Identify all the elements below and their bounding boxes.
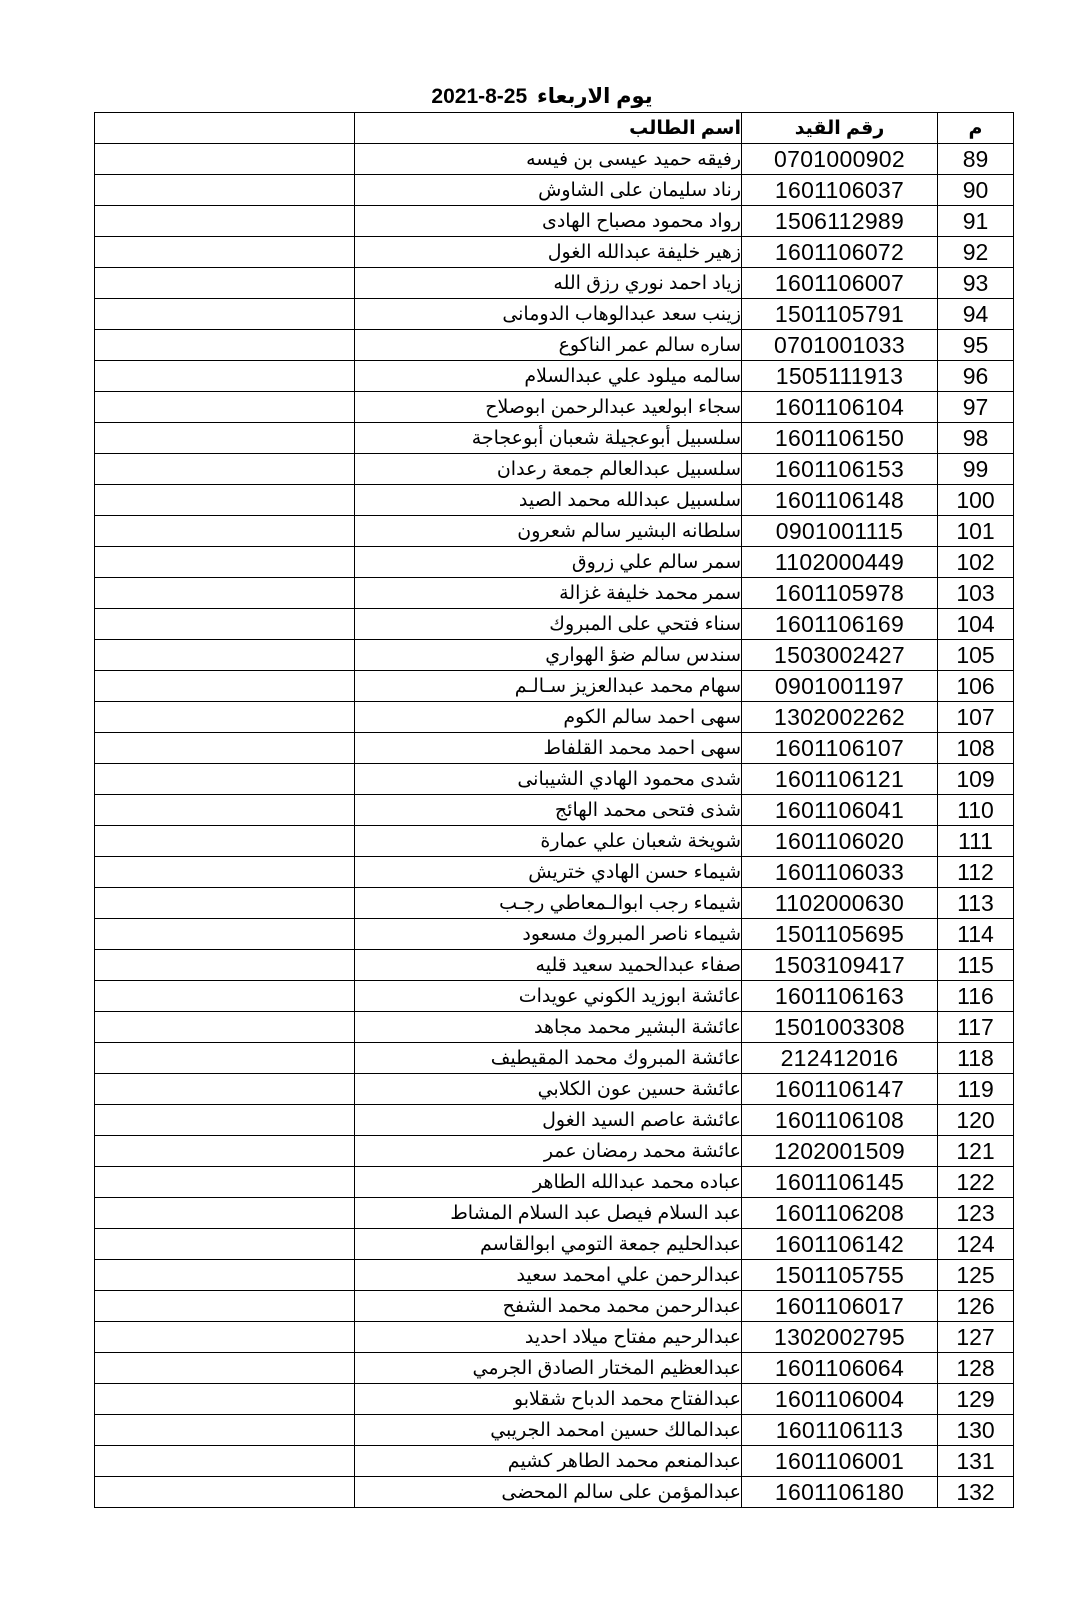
blank-cell (95, 1043, 355, 1074)
blank-cell (95, 1260, 355, 1291)
blank-cell (95, 392, 355, 423)
blank-cell (95, 1167, 355, 1198)
blank-cell (95, 299, 355, 330)
blank-cell (95, 1477, 355, 1508)
table-row (95, 609, 1014, 640)
table-row (95, 1384, 1014, 1415)
blank-cell (95, 423, 355, 454)
blank-cell (95, 175, 355, 206)
student-name-cell: سندس سالم ضؤ الهواري (355, 640, 742, 671)
row-number-cell: 121 (938, 1136, 1014, 1167)
student-name-cell: ساره سالم عمر الناكوع (355, 330, 742, 361)
registration-number-cell: 1601106033 (742, 857, 938, 888)
table-row (95, 764, 1014, 795)
table-row (95, 1322, 1014, 1353)
registration-number-cell: 1601106180 (742, 1477, 938, 1508)
row-number-cell: 132 (938, 1477, 1014, 1508)
table-row (95, 857, 1014, 888)
row-number-cell: 94 (938, 299, 1014, 330)
registration-number-cell: 0701000902 (742, 144, 938, 175)
row-number-cell: 98 (938, 423, 1014, 454)
registration-number-cell: 1601106072 (742, 237, 938, 268)
row-number-cell: 115 (938, 950, 1014, 981)
registration-number-cell: 1601106148 (742, 485, 938, 516)
blank-cell (95, 144, 355, 175)
table-row (95, 1446, 1014, 1477)
registration-number-cell: 0701001033 (742, 330, 938, 361)
student-name-cell: عبدالحليم جمعة التومي ابوالقاسم (355, 1229, 742, 1260)
header-student-name: اسم الطالب (355, 113, 742, 144)
student-name-cell: سلسبيل عبدالعالم جمعة رعدان (355, 454, 742, 485)
registration-number-cell: 1503109417 (742, 950, 938, 981)
row-number-cell: 99 (938, 454, 1014, 485)
student-name-cell: عبدالرحيم مفتاح ميلاد احديد (355, 1322, 742, 1353)
row-number-cell: 96 (938, 361, 1014, 392)
row-number-cell: 89 (938, 144, 1014, 175)
row-number-cell: 120 (938, 1105, 1014, 1136)
table-row (95, 547, 1014, 578)
table-row (95, 733, 1014, 764)
table-row (95, 888, 1014, 919)
registration-number-cell: 1102000449 (742, 547, 938, 578)
table-row (95, 237, 1014, 268)
blank-cell (95, 454, 355, 485)
student-name-cell: عائشة حسين عون الكلابي (355, 1074, 742, 1105)
blank-cell (95, 609, 355, 640)
header-blank (95, 113, 355, 144)
table-row (95, 950, 1014, 981)
row-number-cell: 122 (938, 1167, 1014, 1198)
registration-number-cell: 1601105978 (742, 578, 938, 609)
table-row (95, 919, 1014, 950)
student-name-cell: شيماء رجب ابوالـمعاطي رجـب (355, 888, 742, 919)
row-number-cell: 131 (938, 1446, 1014, 1477)
student-name-cell: عبدالمؤمن على سالم المحضى (355, 1477, 742, 1508)
student-name-cell: عبدالرحمن محمد محمد الشفح (355, 1291, 742, 1322)
student-name-cell: سالمه ميلود علي عبدالسلام (355, 361, 742, 392)
registration-number-cell: 1302002262 (742, 702, 938, 733)
table-row (95, 392, 1014, 423)
table-row (95, 1167, 1014, 1198)
blank-cell (95, 733, 355, 764)
blank-cell (95, 1136, 355, 1167)
registration-number-cell: 1601106145 (742, 1167, 938, 1198)
row-number-cell: 118 (938, 1043, 1014, 1074)
page-title (0, 84, 1084, 110)
blank-cell (95, 857, 355, 888)
blank-cell (95, 888, 355, 919)
row-number-cell: 101 (938, 516, 1014, 547)
student-name-cell: سهى احمد محمد القلفاط (355, 733, 742, 764)
registration-number-cell: 1501003308 (742, 1012, 938, 1043)
student-name-cell: سهى احمد سالم الكوم (355, 702, 742, 733)
blank-cell (95, 1105, 355, 1136)
student-name-cell: عبد السلام فيصل عبد السلام المشاط (355, 1198, 742, 1229)
blank-cell (95, 1074, 355, 1105)
registration-number-cell: 1601106041 (742, 795, 938, 826)
registration-number-cell: 0901001115 (742, 516, 938, 547)
student-roster-table (94, 112, 1014, 1508)
blank-cell (95, 485, 355, 516)
registration-number-cell: 1601106153 (742, 454, 938, 485)
blank-cell (95, 1291, 355, 1322)
row-number-cell: 107 (938, 702, 1014, 733)
table-row (95, 671, 1014, 702)
table-row (95, 1353, 1014, 1384)
row-number-cell: 104 (938, 609, 1014, 640)
blank-cell (95, 1384, 355, 1415)
registration-number-cell: 1503002427 (742, 640, 938, 671)
table-row (95, 1477, 1014, 1508)
registration-number-cell: 1601106004 (742, 1384, 938, 1415)
blank-cell (95, 547, 355, 578)
row-number-cell: 109 (938, 764, 1014, 795)
row-number-cell: 114 (938, 919, 1014, 950)
student-name-cell: سمر محمد خليفة غزالة (355, 578, 742, 609)
table-body (95, 144, 1014, 1508)
registration-number-cell: 1601106007 (742, 268, 938, 299)
registration-number-cell: 1601106104 (742, 392, 938, 423)
blank-cell (95, 826, 355, 857)
registration-number-cell: 1302002795 (742, 1322, 938, 1353)
table-row (95, 454, 1014, 485)
table-row (95, 702, 1014, 733)
table-row (95, 1043, 1014, 1074)
registration-number-cell: 1601106150 (742, 423, 938, 454)
table-row (95, 299, 1014, 330)
student-name-cell: شويخة شعبان علي عمارة (355, 826, 742, 857)
header-row-number: م (938, 113, 1014, 144)
registration-number-cell: 1601106108 (742, 1105, 938, 1136)
row-number-cell: 93 (938, 268, 1014, 299)
student-name-cell: سناء فتحي على المبروك (355, 609, 742, 640)
blank-cell (95, 206, 355, 237)
student-name-cell: رواد محمود مصباح الهادى (355, 206, 742, 237)
header-registration-number: رقم القيد (742, 113, 938, 144)
blank-cell (95, 237, 355, 268)
student-name-cell: شيماء حسن الهادي ختريش (355, 857, 742, 888)
student-name-cell: عباده محمد عبدالله الطاهر (355, 1167, 742, 1198)
registration-number-cell: 1601106147 (742, 1074, 938, 1105)
blank-cell (95, 1415, 355, 1446)
table-row (95, 206, 1014, 237)
table-row (95, 423, 1014, 454)
table-row (95, 826, 1014, 857)
student-name-cell: سجاء ابولعيد عبدالرحمن ابوصلاح (355, 392, 742, 423)
table-row (95, 578, 1014, 609)
student-name-cell: زهير خليفة عبدالله الغول (355, 237, 742, 268)
title-date: 2021-8-25 (431, 85, 528, 108)
registration-number-cell: 1601106208 (742, 1198, 938, 1229)
registration-number-cell: 1601106064 (742, 1353, 938, 1384)
row-number-cell: 95 (938, 330, 1014, 361)
row-number-cell: 125 (938, 1260, 1014, 1291)
student-name-cell: رفيقه حميد عيسى بن فيسه (355, 144, 742, 175)
row-number-cell: 100 (938, 485, 1014, 516)
student-name-cell: صفاء عبدالحميد سعيد قليه (355, 950, 742, 981)
student-name-cell: سلسبيل أبوعجيلة شعبان أبوعجاجة (355, 423, 742, 454)
student-name-cell: زينب سعد عبدالوهاب الدومانى (355, 299, 742, 330)
blank-cell (95, 578, 355, 609)
row-number-cell: 124 (938, 1229, 1014, 1260)
registration-number-cell: 1501105755 (742, 1260, 938, 1291)
registration-number-cell: 212412016 (742, 1043, 938, 1074)
student-name-cell: عائشة المبروك محمد المقيطيف (355, 1043, 742, 1074)
blank-cell (95, 268, 355, 299)
table-row (95, 1415, 1014, 1446)
registration-number-cell: 1601106142 (742, 1229, 938, 1260)
row-number-cell: 91 (938, 206, 1014, 237)
table-row (95, 485, 1014, 516)
row-number-cell: 112 (938, 857, 1014, 888)
student-name-cell: عائشة البشير محمد مجاهد (355, 1012, 742, 1043)
blank-cell (95, 330, 355, 361)
blank-cell (95, 1322, 355, 1353)
row-number-cell: 116 (938, 981, 1014, 1012)
row-number-cell: 106 (938, 671, 1014, 702)
registration-number-cell: 1501105695 (742, 919, 938, 950)
registration-number-cell: 1202001509 (742, 1136, 938, 1167)
student-name-cell: عبدالمالك حسين امحمد الجريبي (355, 1415, 742, 1446)
table-row (95, 1291, 1014, 1322)
registration-number-cell: 1601106017 (742, 1291, 938, 1322)
student-name-cell: سهام محمد عبدالعزيز سـالـم (355, 671, 742, 702)
blank-cell (95, 671, 355, 702)
blank-cell (95, 795, 355, 826)
student-name-cell: عائشة محمد رمضان عمر (355, 1136, 742, 1167)
student-name-cell: عبدالمنعم محمد الطاهر كشيم (355, 1446, 742, 1477)
blank-cell (95, 640, 355, 671)
registration-number-cell: 0901001197 (742, 671, 938, 702)
blank-cell (95, 1012, 355, 1043)
table-row (95, 268, 1014, 299)
blank-cell (95, 1353, 355, 1384)
table-row (95, 330, 1014, 361)
student-name-cell: عائشة عاصم السيد الغول (355, 1105, 742, 1136)
registration-number-cell: 1601106169 (742, 609, 938, 640)
table-row (95, 144, 1014, 175)
registration-number-cell: 1601106113 (742, 1415, 938, 1446)
row-number-cell: 102 (938, 547, 1014, 578)
table-row (95, 516, 1014, 547)
row-number-cell: 92 (938, 237, 1014, 268)
student-name-cell: شذى فتحى محمد الهائج (355, 795, 742, 826)
student-name-cell: سمر سالم علي زروق (355, 547, 742, 578)
table-row (95, 1260, 1014, 1291)
blank-cell (95, 361, 355, 392)
row-number-cell: 123 (938, 1198, 1014, 1229)
row-number-cell: 108 (938, 733, 1014, 764)
registration-number-cell: 1601106001 (742, 1446, 938, 1477)
row-number-cell: 128 (938, 1353, 1014, 1384)
student-name-cell: زياد احمد نوري رزق الله (355, 268, 742, 299)
student-name-cell: سلسبيل عبدالله محمد الصيد (355, 485, 742, 516)
row-number-cell: 126 (938, 1291, 1014, 1322)
table-row (95, 1012, 1014, 1043)
blank-cell (95, 981, 355, 1012)
registration-number-cell: 1506112989 (742, 206, 938, 237)
blank-cell (95, 764, 355, 795)
table-row (95, 1074, 1014, 1105)
registration-number-cell: 1601106037 (742, 175, 938, 206)
registration-number-cell: 1601106107 (742, 733, 938, 764)
row-number-cell: 90 (938, 175, 1014, 206)
row-number-cell: 110 (938, 795, 1014, 826)
registration-number-cell: 1505111913 (742, 361, 938, 392)
student-name-cell: سلطانه البشير سالم شعرون (355, 516, 742, 547)
table-row (95, 1198, 1014, 1229)
student-name-cell: عبدالرحمن علي امحمد سعيد (355, 1260, 742, 1291)
table-row (95, 640, 1014, 671)
blank-cell (95, 1446, 355, 1477)
table-row (95, 1229, 1014, 1260)
row-number-cell: 111 (938, 826, 1014, 857)
table-row (95, 1136, 1014, 1167)
registration-number-cell: 1601106121 (742, 764, 938, 795)
row-number-cell: 119 (938, 1074, 1014, 1105)
registration-number-cell: 1601106163 (742, 981, 938, 1012)
row-number-cell: 97 (938, 392, 1014, 423)
student-name-cell: عائشة ابوزيد الكوني عويدات (355, 981, 742, 1012)
blank-cell (95, 1198, 355, 1229)
table-row (95, 361, 1014, 392)
table-row (95, 981, 1014, 1012)
registration-number-cell: 1501105791 (742, 299, 938, 330)
title-day: يوم الاربعاء (537, 85, 653, 108)
blank-cell (95, 919, 355, 950)
registration-number-cell: 1601106020 (742, 826, 938, 857)
table-row (95, 795, 1014, 826)
blank-cell (95, 950, 355, 981)
registration-number-cell: 1102000630 (742, 888, 938, 919)
student-name-cell: شيماء ناصر المبروك مسعود (355, 919, 742, 950)
blank-cell (95, 516, 355, 547)
row-number-cell: 117 (938, 1012, 1014, 1043)
student-name-cell: رناد سليمان على الشاوش (355, 175, 742, 206)
row-number-cell: 129 (938, 1384, 1014, 1415)
row-number-cell: 105 (938, 640, 1014, 671)
student-name-cell: عبدالعظيم المختار الصادق الجرمي (355, 1353, 742, 1384)
row-number-cell: 103 (938, 578, 1014, 609)
table-row (95, 175, 1014, 206)
blank-cell (95, 702, 355, 733)
student-name-cell: عبدالفتاح محمد الدباح شقلابو (355, 1384, 742, 1415)
blank-cell (95, 1229, 355, 1260)
table-header-row (95, 113, 1014, 144)
table-row (95, 1105, 1014, 1136)
student-name-cell: شدى محمود الهادي الشيبانى (355, 764, 742, 795)
row-number-cell: 113 (938, 888, 1014, 919)
row-number-cell: 127 (938, 1322, 1014, 1353)
row-number-cell: 130 (938, 1415, 1014, 1446)
